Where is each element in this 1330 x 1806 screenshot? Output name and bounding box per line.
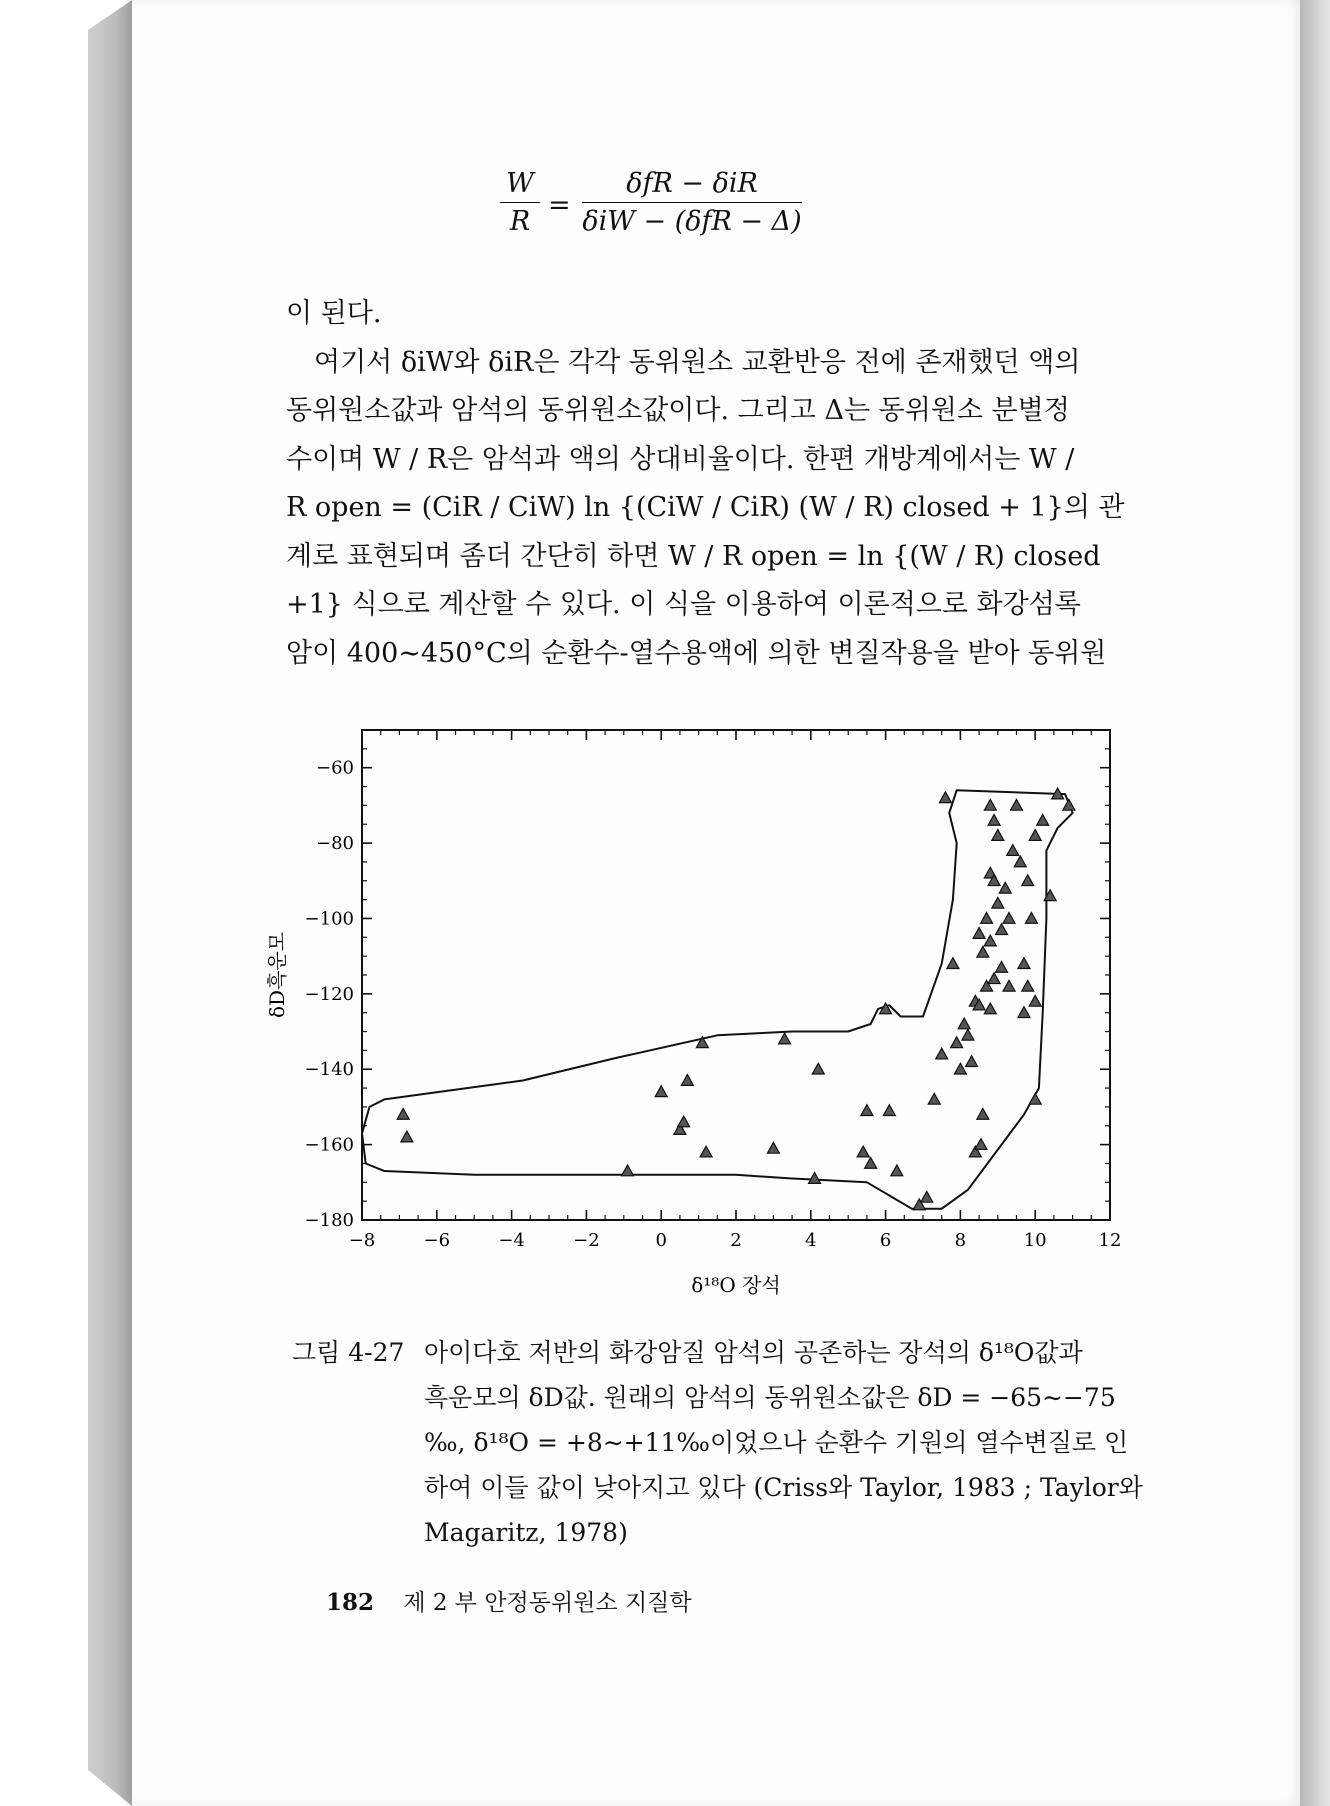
fraction-bar	[500, 202, 540, 203]
body-line: 여기서 δiW와 δiR은 각각 동위원소 교환반응 전에 존재했던 액의	[314, 346, 1081, 378]
data-point-triangle	[981, 912, 993, 923]
data-point-triangle	[921, 1191, 933, 1202]
data-point-triangle	[975, 1139, 987, 1150]
data-point-triangle	[1003, 912, 1015, 923]
x-tick-label: 4	[805, 1230, 817, 1251]
data-point-triangle	[1037, 814, 1049, 825]
data-point-triangle	[779, 1033, 791, 1044]
field-envelope	[362, 790, 1073, 1208]
data-point-triangle	[947, 958, 959, 969]
x-tick-label: 12	[1098, 1230, 1122, 1251]
body-line: 이 된다.	[286, 298, 382, 329]
data-point-triangle	[1029, 1093, 1041, 1104]
book-spine	[88, 0, 132, 1806]
body-line: R open = (CiR / CiW) ln {(CiW / CiR) (W / R) closed + 1}의 관	[286, 492, 1125, 523]
data-point-triangle	[996, 961, 1008, 972]
body-paragraph	[286, 290, 1136, 678]
caption-line: 아이다호 저반의 화강암질 암석의 공존하는 장석의 δ¹⁸O값과	[424, 1338, 1083, 1367]
fraction-bar	[582, 202, 802, 203]
x-tick-label: −4	[498, 1230, 525, 1251]
data-point-triangle	[767, 1142, 779, 1153]
y-tick-label: −140	[304, 1059, 354, 1081]
x-tick-label: 10	[1023, 1230, 1047, 1251]
data-point-triangle	[992, 830, 1004, 841]
data-point-triangle	[678, 1116, 690, 1127]
data-point-triangle	[984, 935, 996, 946]
y-axis-label: δD흑운모	[265, 931, 289, 1019]
rhs-fraction	[582, 168, 802, 237]
data-point-triangle	[1029, 830, 1041, 841]
data-point-triangle	[397, 1108, 409, 1119]
section-title: 제 2 부 안정동위원소 지질학	[403, 1590, 692, 1616]
data-point-triangle	[655, 1086, 667, 1097]
data-point-triangle	[812, 1063, 824, 1074]
caption-line: Magaritz, 1978)	[424, 1518, 628, 1547]
page-footer	[326, 1584, 692, 1617]
plot-frame	[362, 730, 1110, 1220]
data-point-triangle	[1003, 980, 1015, 991]
data-point-triangle	[951, 1037, 963, 1048]
data-point-triangle	[977, 1108, 989, 1119]
data-point-triangle	[891, 1165, 903, 1176]
equals-sign: =	[548, 190, 571, 221]
y-tick-label: −100	[304, 908, 354, 930]
data-point-triangle	[1007, 845, 1019, 856]
data-point-triangle	[809, 1173, 821, 1184]
page-edge-shadow	[1300, 0, 1330, 1806]
caption-label: 그림 4-27	[292, 1338, 405, 1367]
y-tick-label: −80	[316, 833, 354, 855]
data-point-triangle	[973, 928, 985, 939]
data-point-triangle	[865, 1157, 877, 1168]
caption-line: ‰, δ¹⁸O = +8∼+11‰이었으나 순환수 기원의 열수변질로 인	[424, 1428, 1129, 1457]
x-tick-label: −8	[348, 1230, 376, 1251]
x-tick-label: 6	[879, 1230, 892, 1251]
data-point-triangle	[700, 1146, 712, 1157]
data-point-triangle	[1029, 995, 1041, 1006]
caption-line: 흑운모의 δD값. 원래의 암석의 동위원소값은 δD = −65∼−75	[424, 1383, 1116, 1412]
y-tick-label: −180	[304, 1210, 354, 1231]
x-tick-label: 8	[954, 1230, 967, 1251]
data-point-triangle	[1025, 912, 1037, 923]
figure-4-27	[262, 710, 1122, 1310]
caption-text	[424, 1330, 1143, 1555]
mass-balance-formula	[500, 168, 820, 238]
data-point-triangle	[1014, 856, 1026, 867]
data-point-triangle	[1022, 980, 1034, 991]
data-point-triangle	[883, 1105, 895, 1116]
lhs-fraction	[500, 168, 540, 237]
x-tick-label: −6	[423, 1230, 451, 1251]
body-line: 암이 400∼450°C의 순환수-열수용액에 의한 변질작용을 받아 동위원	[286, 637, 1107, 669]
data-point-triangle	[622, 1165, 634, 1176]
rhs-numerator: δfR − δiR	[626, 168, 758, 199]
data-point-triangle	[988, 814, 1000, 825]
data-point-triangle	[1018, 1007, 1030, 1018]
caption-line: 하여 이들 값이 낮아지고 있다 (Criss와 Taylor, 1983 ; Taylor와	[424, 1473, 1143, 1502]
body-line: 동위원소값과 암석의 동위원소값이다. 그리고 Δ는 동위원소 분별정	[286, 395, 1070, 426]
data-point-triangle	[999, 882, 1011, 893]
data-point-triangle	[1018, 958, 1030, 969]
data-point-triangle	[954, 1063, 966, 1074]
data-point-triangle	[984, 1003, 996, 1014]
data-point-triangle	[977, 946, 989, 957]
data-point-triangle	[936, 1048, 948, 1059]
data-point-triangle	[857, 1146, 869, 1157]
rhs-denominator: δiW − (δfR − Δ)	[582, 206, 802, 237]
data-point-triangle	[1063, 799, 1075, 810]
body-line: +1} 식으로 계산할 수 있다. 이 식을 이용하여 이론적으로 화강섬록	[286, 589, 1081, 620]
data-point-triangle	[966, 1056, 978, 1067]
x-tick-label: 2	[730, 1230, 742, 1251]
data-point-triangle	[996, 924, 1008, 935]
data-point-triangle	[988, 973, 1000, 984]
data-point-triangle	[681, 1075, 693, 1086]
data-point-triangle	[958, 1018, 970, 1029]
lhs-numerator: W	[506, 168, 534, 199]
data-point-triangle	[1022, 875, 1034, 886]
x-axis-label: δ¹⁸O 장석	[691, 1273, 781, 1297]
lhs-denominator: R	[509, 206, 531, 237]
data-point-triangle	[992, 897, 1004, 908]
x-tick-label: 0	[655, 1230, 667, 1251]
data-point-triangle	[1011, 799, 1023, 810]
data-point-triangle	[928, 1093, 940, 1104]
page-number: 182	[326, 1589, 375, 1616]
data-point-triangle	[962, 1029, 974, 1040]
scatter-chart	[262, 710, 1122, 1310]
body-line: 수이며 W / R은 암석과 액의 상대비율이다. 한편 개방계에서는 W /	[286, 443, 1075, 475]
x-tick-label: −2	[573, 1230, 600, 1251]
body-line: 계로 표현되며 좀더 간단히 하면 W / R open = ln {(W / R) closed	[286, 540, 1101, 572]
data-point-triangle	[401, 1131, 413, 1142]
data-point-triangle	[861, 1105, 873, 1116]
y-tick-label: −160	[304, 1134, 354, 1156]
data-point-triangle	[984, 799, 996, 810]
data-point-triangle	[939, 792, 951, 803]
y-tick-label: −60	[316, 757, 354, 779]
y-tick-label: −120	[304, 983, 354, 1005]
